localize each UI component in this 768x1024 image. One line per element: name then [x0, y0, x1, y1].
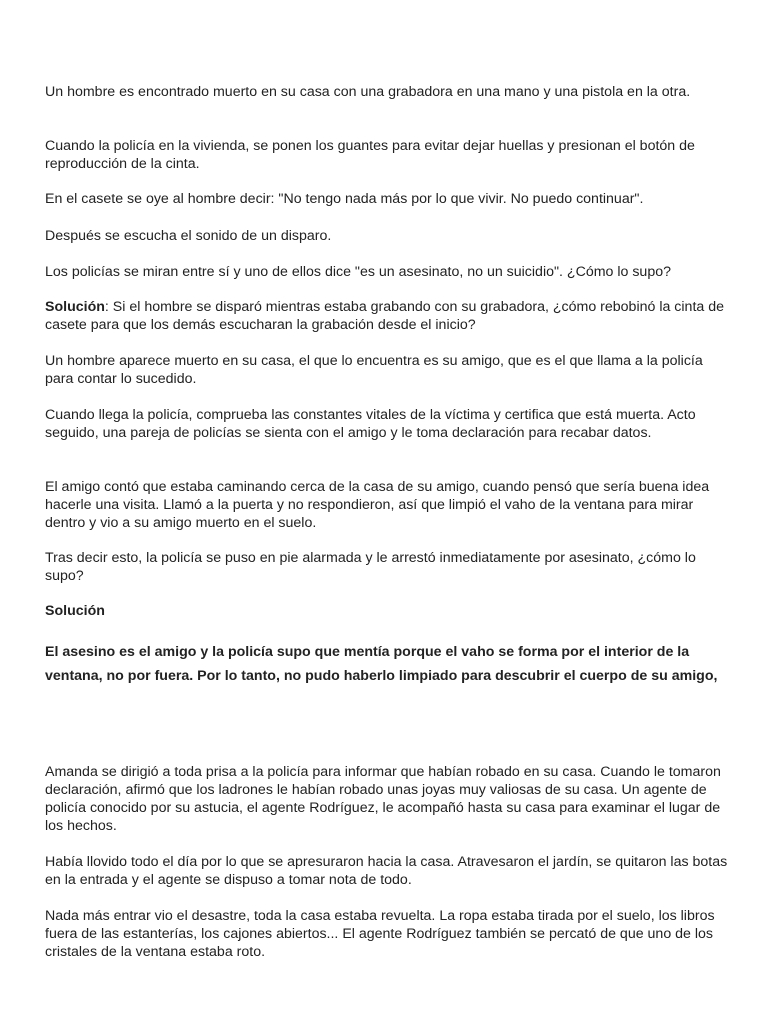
- paragraph-1: Un hombre es encontrado muerto en su casa con una grabadora en una mano y una pistola en la otra.: [45, 84, 691, 100]
- paragraph-4: Después se escucha el sonido de un disparo.: [45, 228, 332, 244]
- paragraph-14: Había llovido todo el día por lo que se apresuraron hacia la casa. Atravesaron el jardín, se quitaron las botas en la entrada y el agente se dispuso a tomar nota de todo.: [45, 854, 728, 888]
- solution-answer: El asesino es el amigo y la policía supo que mentía porque el vaho se forma por el interior de la ventana, no por fuera. Por lo tanto, no pudo haberlo limpiado para descubrir el cuerpo de su amigo,: [45, 644, 718, 684]
- solution-heading: Solución: [45, 603, 105, 619]
- paragraph-7: Un hombre aparece muerto en su casa, el que lo encuentra es su amigo, que es el que llama a la policía para contar lo sucedido.: [45, 353, 703, 387]
- paragraph-2: Cuando la policía en la vivienda, se ponen los guantes para evitar dejar huellas y presionan el botón de reproducción de la cinta.: [45, 138, 695, 172]
- solution-label: Solución: [45, 299, 105, 315]
- paragraph-8: Cuando llega la policía, comprueba las constantes vitales de la víctima y certifica que está muerta. Acto seguido, una pareja de policías se sienta con el amigo y le toma declaración para recabar datos.: [45, 407, 696, 441]
- paragraph-9: El amigo contó que estaba caminando cerca de la casa de su amigo, cuando pensó que sería buena idea hacerle una visita. Llamó a la puerta y no respondieron, así que limpió el vaho de la ventana para mirar dentro y vio a su amigo muerto en el suelo.: [45, 479, 710, 531]
- paragraph-10: Tras decir esto, la policía se puso en pie alarmada y le arrestó inmediatamente por asesinato, ¿cómo lo supo?: [45, 550, 696, 584]
- solution-text: : Si el hombre se disparó mientras estaba grabando con su grabadora, ¿cómo rebobinó la cinta de casete para que los demás escucharan la grabación desde el inicio?: [45, 299, 725, 333]
- paragraph-3: En el casete se oye al hombre decir: "No tengo nada más por lo que vivir. No puedo continuar".: [45, 191, 644, 207]
- paragraph-solution-1: [45, 298, 735, 334]
- paragraph-5: Los policías se miran entre sí y uno de ellos dice "es un asesinato, no un suicidio". ¿Cómo lo supo?: [45, 264, 671, 280]
- paragraph-13: Amanda se dirigió a toda prisa a la policía para informar que habían robado en su casa. Cuando le tomaron declaración, afirmó que los ladrones le habían robado unas joyas muy valiosas de su casa. Un agente de policía conocido por su astucia, el agente Rodríguez, le acompañó hasta su casa para examinar el lugar de los hechos.: [45, 764, 721, 834]
- paragraph-15: Nada más entrar vio el desastre, toda la casa estaba revuelta. La ropa estaba tirada por el suelo, los libros fuera de las estanterías, los cajones abiertos... El agente Rodríguez también se percató de que uno de los cristales de la ventana estaba roto.: [45, 908, 715, 960]
